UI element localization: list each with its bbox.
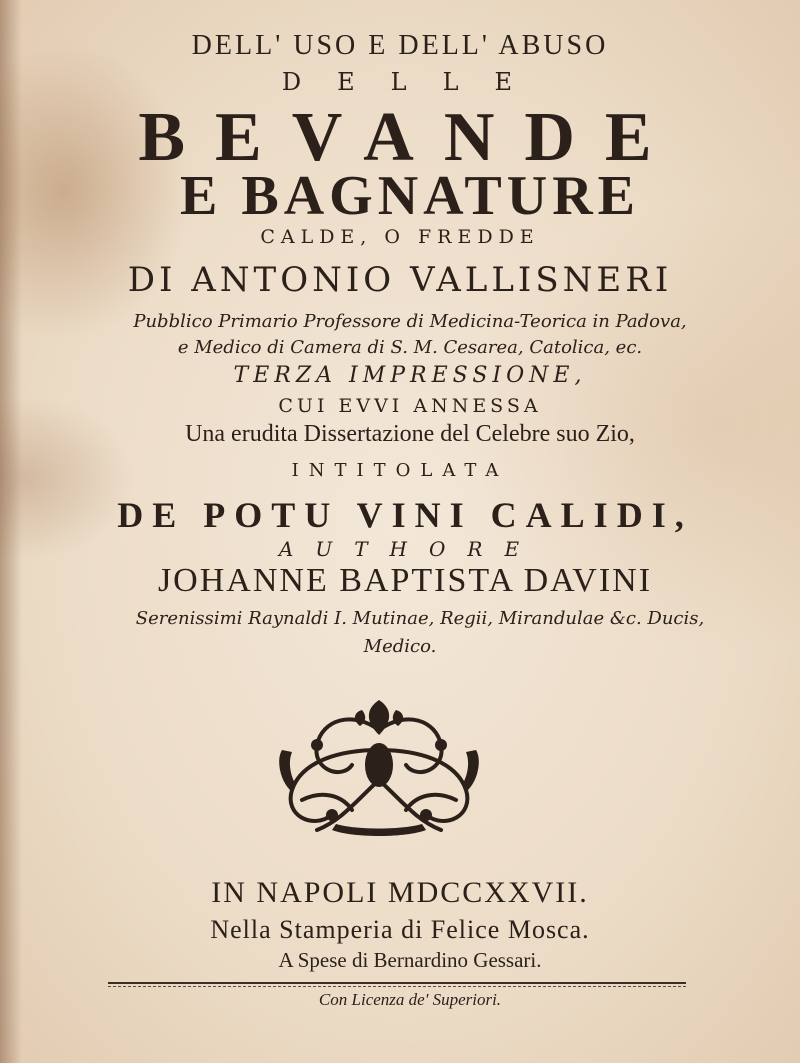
title-line-uso-abuso: DELL' USO E DELL' ABUSO (191, 30, 609, 61)
second-author-medico: Medico. (363, 636, 437, 657)
divider-rule-secondary (108, 986, 686, 987)
second-author-name: JOHANNE BAPTISTA DAVINI (157, 562, 653, 599)
dissertation-line: Una erudita Dissertazione del Celebre suo Zio, (185, 421, 635, 447)
title-line-calde-fredde: CALDE, O FREDDE (260, 226, 540, 248)
title-line-delle: DELLE (281, 68, 549, 96)
authore-line: AUTHORE (278, 537, 542, 561)
title-line-bagnature: E BAGNATURE (179, 165, 640, 227)
license-line: Con Licenza de' Superiori. (318, 990, 502, 1009)
author-title-1: Pubblico Primario Professore di Medicina-Teorica in Padova, (133, 311, 687, 332)
title-line-bevande: BEVANDE (138, 99, 682, 176)
second-author-title: Serenissimi Raynaldi I. Mutinae, Regii, Mirandulae &c. Ducis, (135, 608, 705, 629)
imprint-place-date: IN NAPOLI MDCCXXVII. (211, 876, 589, 909)
floral-ornament-icon (272, 690, 486, 840)
author-title-2: e Medico di Camera di S. M. Cesarea, Catolica, ec. (177, 337, 643, 358)
author-name: DI ANTONIO VALLISNERI (127, 260, 673, 300)
dissertation-title: DE POTU VINI CALIDI, (117, 495, 693, 535)
divider-rule (108, 982, 686, 984)
edition-line: TERZA IMPRESSIONE, (233, 363, 587, 388)
annex-line: CUI EVVI ANNESSA (278, 395, 542, 417)
imprint-printer: Nella Stamperia di Felice Mosca. (210, 915, 590, 944)
imprint-publisher: A Spese di Bernardino Gessari. (278, 948, 542, 972)
intitolata-line: INTITOLATA (291, 460, 509, 481)
